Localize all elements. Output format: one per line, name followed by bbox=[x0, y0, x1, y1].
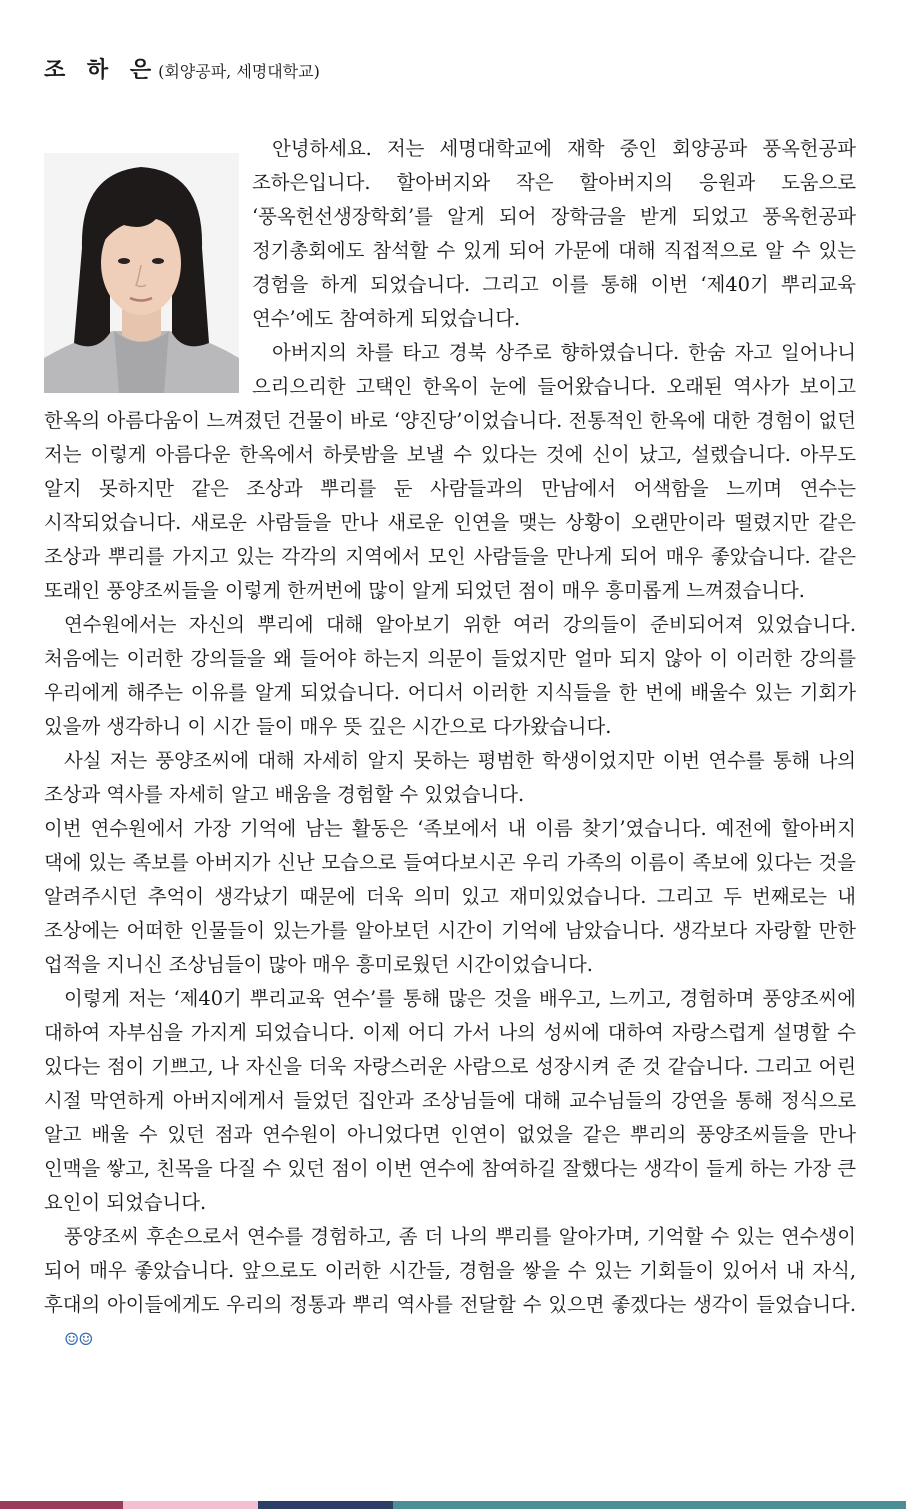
article-paragraph: 연수원에서는 자신의 뿌리에 대해 알아보기 위한 여러 강의들이 준비되어져 있었습니다. 처음에는 이러한 강의들을 왜 들어야 하는지 의문이 들었지만 얼마 되지 않아 이 이러한 강의를 우리에게 해주는 이유를 알게 되었습니다. 어디서 이러한 지식들을 한 번에 배울수 있는 기회가 있을까 생각하니 이 시간 들이 매우 뜻 깊은 시간으로 다가왔습니다. bbox=[44, 613, 856, 738]
smiley-icon: ☺☺ bbox=[64, 1330, 93, 1350]
bar-segment-3 bbox=[258, 1501, 393, 1509]
article-paragraph: 아버지의 차를 타고 경북 상주로 향하였습니다. 한숨 자고 일어나니 으리으리한 고택인 한옥이 눈에 들어왔습니다. 오래된 역사가 보이고 한옥의 아름다움이 느껴졌던 건물이 바로 ‘양진당’이었습니다. 전통적인 한옥에 대한 경험이 없던 저는 이렇게 아름다운 한옥에서 하룻밤을 보낼 수 있다는 것에 신이 났고, 설렜습니다. 아무도 알지 못하지만 같은 조상과 뿌리를 둔 사람들과의 만남에서 어색함을 느끼며 연수는 시작되었습니다. 새로운 사람들을 만나 새로운 인연을 맺는 상황이 오랜만이라 떨렸지만 같은 조상과 뿌리를 가지고 있는 각각의 지역에서 모인 사람들을 만나게 되어 매우 좋았습니다. 같은 또래인 풍양조씨들을 이렇게 한꺼번에 많이 알게 되었던 점이 매우 흥미롭게 느껴졌습니다. bbox=[44, 341, 856, 602]
bar-segment-4 bbox=[393, 1501, 906, 1509]
bar-segment-1 bbox=[0, 1501, 123, 1509]
photo-spacer bbox=[44, 132, 252, 392]
article-paragraph: 안녕하세요. 저는 세명대학교에 재학 중인 회양공파 풍옥헌공파 조하은입니다. 할아버지와 작은 할아버지의 응원과 도움으로 ‘풍옥헌선생장학회’를 알게 되어 장학금을 받게 되었고 풍옥헌공파 정기총회에도 참석할 수 있게 되어 가문에 대해 직접적으로 알 수 있는 경험을 하게 되었습니다. 그리고 이를 통해 이번 ‘제40기 뿌리교육 연수’에도 참여하게 되었습니다. bbox=[252, 137, 856, 330]
author-name: 조 하 은 bbox=[44, 57, 159, 83]
article-paragraph-last bbox=[44, 1220, 856, 1357]
author-affiliation: (회양공파, 세명대학교) bbox=[158, 62, 320, 81]
article-paragraph: 이번 연수원에서 가장 기억에 남는 활동은 ‘족보에서 내 이름 찾기’였습니다. 예전에 할아버지 댁에 있는 족보를 아버지가 신난 모습으로 들여다보시곤 우리 가족의 이름이 족보에 있다는 것을 알려주시던 추억이 생각났기 때문에 더욱 의미 있고 재미있었습니다. 그리고 두 번째로는 내 조상에는 어떠한 인물들이 있는가를 알아보던 시간이 기억에 남았습니다. 생각보다 자랑할 만한 업적을 지니신 조상님들이 많아 매우 흥미로웠던 시간이었습니다. bbox=[44, 817, 856, 976]
article-paragraph: 사실 저는 풍양조씨에 대해 자세히 알지 못하는 평범한 학생이었지만 이번 연수를 통해 나의 조상과 역사를 자세히 알고 배움을 경험할 수 있었습니다. bbox=[44, 749, 856, 806]
article-paragraph: 이렇게 저는 ‘제40기 뿌리교육 연수’를 통해 많은 것을 배우고, 느끼고, 경험하며 풍양조씨에 대하여 자부심을 가지게 되었습니다. 이제 어디 가서 나의 성씨에 대하여 자랑스럽게 설명할 수 있다는 점이 기쁘고, 나 자신을 더욱 자랑스러운 사람으로 성장시켜 준 것 같습니다. 그리고 어린 시절 막연하게 아버지에게서 들었던 집안과 조상님들에 대해 교수님들의 강연을 통해 정식으로 알고 배울 수 있던 점과 연수원이 아니었다면 인연이 없었을 같은 뿌리의 풍양조씨들을 만나 인맥을 쌓고, 친목을 다질 수 있던 점이 이번 연수에 참여하길 잘했다는 생각이 들게 하는 가장 큰 요인이 되었습니다. bbox=[44, 987, 856, 1214]
author-header bbox=[44, 54, 320, 88]
bottom-color-bar bbox=[0, 1501, 906, 1509]
closing-text: 풍양조씨 후손으로서 연수를 경험하고, 좀 더 나의 뿌리를 알아가며, 기억할 수 있는 연수생이 되어 매우 좋았습니다. 앞으로도 이러한 시간들, 경험을 쌓을 수 있는 기회들이 있어서 내 자식, 후대의 아이들에게도 우리의 정통과 뿌리 역사를 전달할 수 있으면 좋겠다는 생각이 들었습니다. bbox=[44, 1225, 856, 1316]
bar-segment-2 bbox=[123, 1501, 258, 1509]
article-body bbox=[44, 132, 856, 1357]
